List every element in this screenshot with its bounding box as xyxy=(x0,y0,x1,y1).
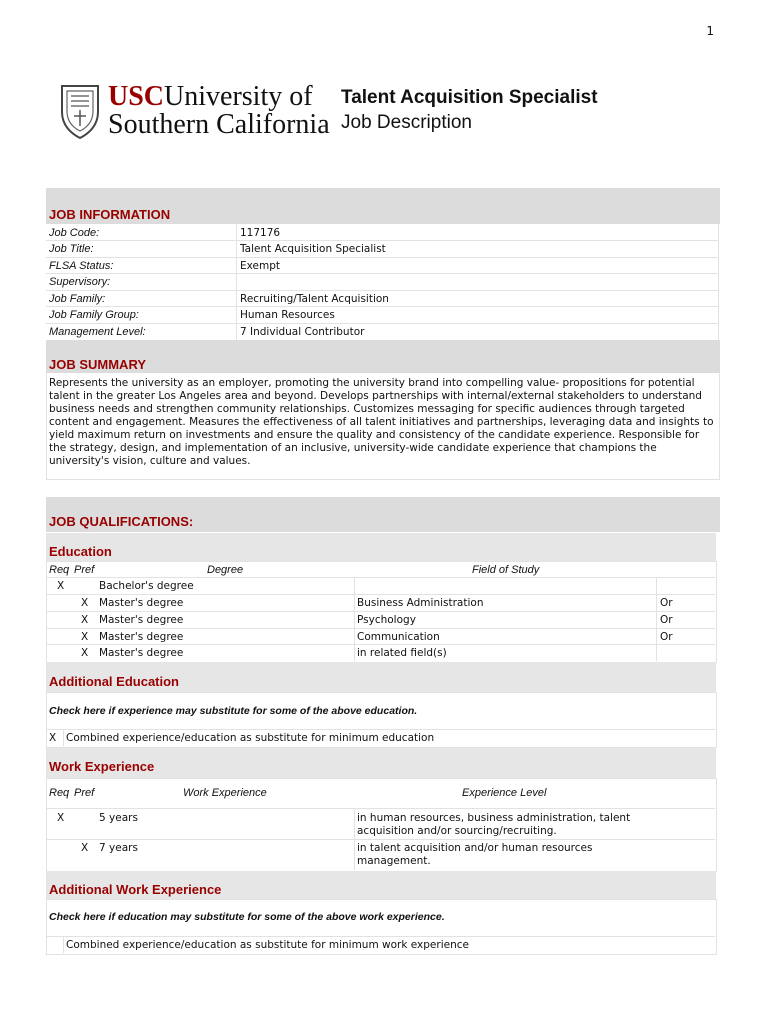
education-or: Or xyxy=(660,597,673,609)
education-or: Or xyxy=(660,614,673,626)
education-heading: Education xyxy=(49,544,112,559)
education-or: Or xyxy=(660,631,673,643)
job-code-value: 117176 xyxy=(240,227,281,239)
education-field: Communication xyxy=(357,631,440,643)
additional-work-item: Combined experience/education as substitute for minimum work experience xyxy=(66,939,469,951)
additional-education-note: Check here if experience may substitute for some of the above education. xyxy=(49,705,418,717)
row-divider xyxy=(46,240,718,241)
job-title-label: Job Title: xyxy=(49,243,94,255)
job-summary-text: Represents the university as an employer, promoting the university brand into compelling value- propositions for potential talent in the greater Los Angeles area and beyond. Develops partnerships with internal/external stakeholders to understand business needs and strengthen community relationships. Customizes messaging for specific audiences through targeted content and engagement. Measures the effectiveness of all talent initiatives and partnerships, leveraging data and insights to yield maximum return on investments and ensure the quality and consistency of the candidate experience. Responsible for the strategy, design, and implementation of an inclusive, university-wide candidate experience that champions the university's vision, culture and values. xyxy=(49,377,714,467)
additional-work-note: Check here if education may substitute for some of the above work experience. xyxy=(49,911,445,923)
work-years: 7 years xyxy=(99,842,138,854)
education-field: in related field(s) xyxy=(357,647,447,659)
education-req-header: Req xyxy=(49,564,70,576)
page-number: 1 xyxy=(706,24,714,38)
supervisory-label: Supervisory: xyxy=(49,276,111,288)
row-divider xyxy=(46,594,715,595)
education-pref-mark: X xyxy=(81,647,89,659)
column-divider xyxy=(354,577,355,661)
work-experience-header: Work Experience xyxy=(183,787,267,799)
work-level: in human resources, business administration, talent acquisition and/or sourcing/recruiting. xyxy=(357,812,631,837)
job-information-heading: JOB INFORMATION xyxy=(49,207,171,222)
work-req-header: Req xyxy=(49,787,70,799)
additional-education-item: Combined experience/education as substitute for minimum education xyxy=(66,732,435,744)
job-code-label: Job Code: xyxy=(49,227,100,239)
job-title-heading: Talent Acquisition Specialist xyxy=(341,87,598,108)
management-level-label: Management Level: xyxy=(49,326,146,338)
column-divider xyxy=(63,936,64,953)
usc-seal-icon xyxy=(58,82,102,140)
job-summary-heading: JOB SUMMARY xyxy=(49,357,147,372)
education-degree: Master's degree xyxy=(99,647,184,659)
row-divider xyxy=(46,323,718,324)
education-degree-header: Degree xyxy=(207,564,244,576)
management-level-value: 7 Individual Contributor xyxy=(240,326,365,338)
education-req-mark: X xyxy=(57,580,65,592)
education-field: Business Administration xyxy=(357,597,484,609)
education-field-header: Field of Study xyxy=(472,564,540,576)
additional-education-checkbox[interactable]: X xyxy=(49,732,57,744)
work-pref-header: Pref xyxy=(74,787,95,799)
row-divider xyxy=(46,611,715,612)
column-divider xyxy=(656,577,657,661)
additional-work-heading: Additional Work Experience xyxy=(49,882,222,897)
column-divider xyxy=(718,224,719,340)
job-family-group-label: Job Family Group: xyxy=(49,309,139,321)
row-divider xyxy=(46,808,715,809)
row-divider xyxy=(46,577,715,578)
row-divider xyxy=(46,273,718,274)
education-degree: Master's degree xyxy=(99,614,184,626)
row-divider xyxy=(46,936,715,937)
row-divider xyxy=(46,839,715,840)
job-summary-box xyxy=(46,373,720,480)
job-family-label: Job Family: xyxy=(49,293,106,305)
usc-logo: USCUniversity of Southern California xyxy=(58,82,328,142)
work-pref-mark: X xyxy=(81,842,89,854)
education-degree: Master's degree xyxy=(99,631,184,643)
education-pref-mark: X xyxy=(81,614,89,626)
flsa-status-value: Exempt xyxy=(240,260,280,272)
job-description-heading: Job Description xyxy=(341,112,472,133)
row-divider xyxy=(46,290,718,291)
experience-level-header: Experience Level xyxy=(462,787,547,799)
job-qualifications-heading: JOB QUALIFICATIONS: xyxy=(49,514,194,529)
row-divider xyxy=(46,729,715,730)
additional-education-heading: Additional Education xyxy=(49,674,179,689)
education-pref-header: Pref xyxy=(74,564,95,576)
row-divider xyxy=(46,257,718,258)
work-req-mark: X xyxy=(57,812,65,824)
work-level: in talent acquisition and/or human resources management. xyxy=(357,842,593,867)
work-years: 5 years xyxy=(99,812,138,824)
job-title-value: Talent Acquisition Specialist xyxy=(240,243,386,255)
education-degree: Master's degree xyxy=(99,597,184,609)
education-pref-mark: X xyxy=(81,597,89,609)
work-experience-heading: Work Experience xyxy=(49,759,155,774)
job-family-group-value: Human Resources xyxy=(240,309,335,321)
row-divider xyxy=(46,644,715,645)
education-pref-mark: X xyxy=(81,631,89,643)
education-degree: Bachelor's degree xyxy=(99,580,194,592)
flsa-status-label: FLSA Status: xyxy=(49,260,114,272)
job-family-value: Recruiting/Talent Acquisition xyxy=(240,293,389,305)
column-divider xyxy=(63,729,64,746)
row-divider xyxy=(46,306,718,307)
row-divider xyxy=(46,628,715,629)
education-band xyxy=(46,533,716,561)
education-field: Psychology xyxy=(357,614,416,626)
job-summary-band xyxy=(46,340,720,373)
